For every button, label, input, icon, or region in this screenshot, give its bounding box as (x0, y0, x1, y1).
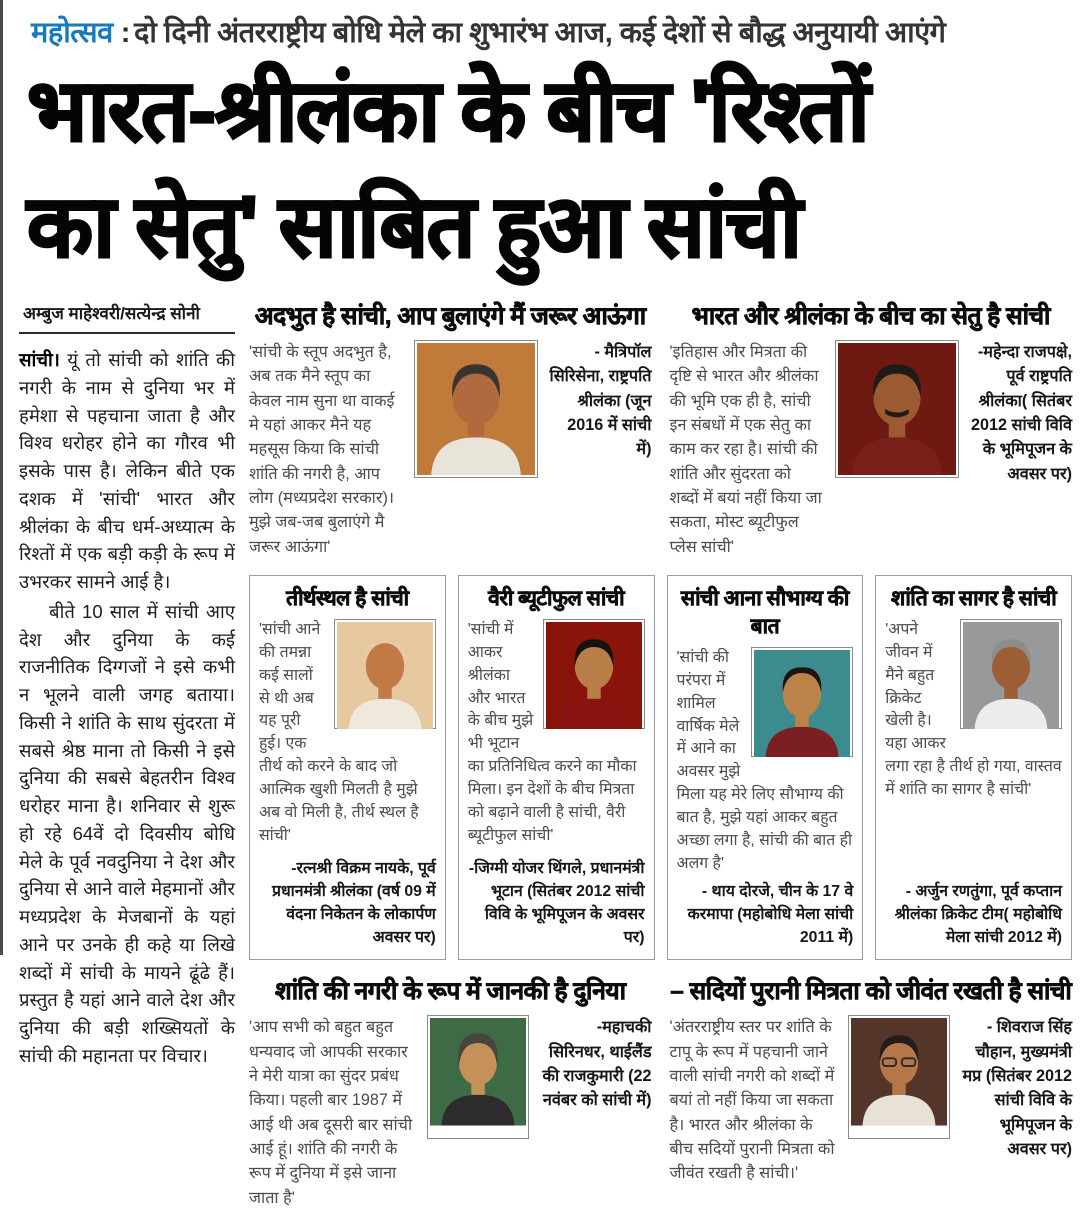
kicker-text: दो दिनी अंतरराष्ट्रीय बोधि मेले का शुभारंभ आज, कई देशों से बौद्ध अनुयायी आएंगे (133, 17, 946, 49)
box-attribution: - अर्जुन रणतुंगा, पूर्व कप्तान श्रीलंका क्रिकेट टीम( महोबोधि मेला सांची 2012 में) (894, 882, 1062, 946)
main-headline (27, 53, 1072, 285)
section-title: भारत और श्रीलंका के बीच का सेतु है सांची (691, 303, 1050, 331)
quote-box-dorje (667, 575, 864, 961)
quote-box-thinley (458, 575, 655, 961)
quote-section-sirisena (249, 299, 652, 559)
box-quote: 'सांची की परंपरा में शामिल वार्षिक मेले में आने का अवसर मुझे मिला यह मेरे लिए सौभाग्य की बात है, मुझे यहां आकर बहुत अच्छा लगा है, सांची की बात ही अलग है' (676, 648, 853, 872)
section-body (670, 1015, 1073, 1185)
section-title: अदभुत है सांची, आप बुलाएंगे मैं जरूर आऊंगा (254, 303, 646, 331)
portrait-image (754, 650, 850, 758)
quote-attribution: -महेन्दा राजपक्षे, पूर्व राष्ट्रपति श्रीलंका( सितंबर 2012 सांची विवि के भूमिपूजन के अवसर पर) (971, 343, 1072, 483)
quote-section-sirindhorn (249, 974, 652, 1209)
quote-text: 'अंतरराष्ट्रीय स्तर पर शांति के टापू के रूप में पहचानी जाने वाली सांची नगरी को शब्दों में बयां तो नहीं किया जा सकता है। भारत और श्रीलंका के बीच सदियों पुरानी मित्रता को जीवंत रखती है सांची।' (669, 1018, 835, 1183)
photo-mahinda-rajapaksa (835, 340, 959, 478)
photo-maithripala-sirisena (414, 340, 538, 478)
boxed-quote-row (249, 575, 1072, 961)
portrait-image (417, 343, 535, 475)
portrait-image (337, 622, 433, 730)
section-body (670, 340, 1073, 559)
box-attribution: - थाय दोरजे, चीन के 17 वे करमापा (महोबोधि मेला सांची 2011 में) (687, 882, 854, 946)
kicker-label: महोत्सव (31, 17, 113, 49)
section-title: शांति की नगरी के रूप में जानकी है दुनिया (275, 978, 626, 1006)
box-attribution: -जिग्मी योजर थिंगले, प्रधानमंत्री भूटान (सितंबर 2012 सांची विवि के भूमिपूजन के अवसर पर) (468, 859, 645, 946)
lead-paragraph-2: बीते 10 साल में सांची आए देश और दुनिया के कई राजनीतिक दिग्गजों ने इसे कभी न भूलने वाली जगह बताया। किसी ने शांति के साथ सुंदरता में सबसे श्रेष्ठ माना तो किसी ने इसे दुनिया की सबसे बेहतरीन विश्व धरोहर माना है। शनिवार से शुरू हो रहे 64वें दो दिवसीय बोधि मेले के पूर्व नवदुनिया ने देश और दुनिया से आने वाले मेहमानों और मध्यप्रदेश के मेजबानों के यहां आने पर उनके ही कहे या लिखे शब्दों में सांची के मायने ढूंढे हैं। प्रस्तुत है यहां आने वाले देश और दुनिया की बड़ी शख्सियतों के सांची की महानता पर विचार। (19, 600, 235, 1066)
box-quote: 'सांची आने की तमन्ना कई सालों से थी अब यह पूरी हुई। एक तीर्थ को करने के बाद जो आत्मिक खुशी मिलती है मुझे अब वो मिली है, तीर्थ स्थल है सांची' (259, 620, 419, 844)
quote-attribution: - शिवराज सिंह चौहान, मुख्यमंत्री मप्र (सितंबर 2012 सांची विवि के भूमिपूजन के अवसर पर) (962, 1018, 1072, 1158)
photo-thaye-dorje (751, 647, 853, 757)
quote-text: 'आप सभी को बहुत बहुत धन्यवाद जो आपकी सरकार ने मेरी यात्रा का सुंदर प्रबंध किया। पहली बार 1987 में आई थी अब दूसरी बार सांची आई हूं। शांति की नगरी के रूप में दुनिया में इसे जाना जाता है' (249, 1018, 413, 1207)
headline-line-2: का सेतु' साबित हुआ सांची (27, 179, 801, 276)
section-body (249, 1015, 652, 1209)
portrait-image (430, 1018, 526, 1126)
portrait-image (851, 1018, 947, 1126)
byline: अम्बुज माहेश्वरी/सत्येन्द्र सोनी (19, 299, 235, 334)
photo-arjuna-ranatunga (960, 619, 1062, 729)
kicker-line (31, 12, 1072, 51)
kicker-separator: : (120, 17, 130, 49)
box-title: शांति का सागर है सांची (891, 586, 1057, 610)
dateline: सांची। (19, 349, 60, 371)
photo-maha-chakri-sirindhorn (427, 1015, 529, 1139)
box-quote: 'अपने जीवन में मैने बहुत क्रिकेट खेली है। यहा आकर लगा रहा है तीर्थ हो गया, वास्तव में शांति का सागर है सांची' (885, 620, 1062, 799)
lead-column (19, 299, 235, 1210)
quote-section-chouhan (670, 974, 1073, 1209)
quote-box-ranatunga (875, 575, 1072, 961)
quote-attribution: -महाचकी सिरिनधर, थाईलैंड की राजकुमारी (22 नवंबर को सांची में) (542, 1018, 652, 1110)
lead-paragraph-1 (19, 346, 235, 596)
box-title: वैरी ब्यूटीफुल सांची (488, 586, 625, 610)
portrait-image (838, 343, 956, 475)
box-quote-text (259, 619, 436, 853)
box-quote-text (677, 647, 854, 876)
box-quote-text (885, 619, 1062, 876)
box-attribution: -रत्नश्री विक्रम नायके, पूर्व प्रधानमंत्री श्रीलंका (वर्ष 09 में वंदना निकेतन के लोकार्पण अवसर पर) (271, 859, 436, 946)
top-quote-row (249, 299, 1072, 559)
lead-body-text (19, 346, 235, 1070)
lead-paragraph-1-text: यूं तो सांची को शांति की नगरी के नाम से दुनिया भर में हमेशा से पहचाना जाता है और विश्व धरोहर होने का गौरव भी इसके पास है। लेकिन बीते एक दशक में 'सांची' भारत और श्रीलंका के बीच धर्म-अध्यात्म के रिश्तों में एक बड़ी कड़ी के रूप में उभरकर सामने आई है। (19, 349, 235, 593)
box-title: तीर्थस्थल है सांची (286, 586, 409, 610)
section-title: – सदियों पुरानी मित्रता को जीवंत रखती है सांची (670, 978, 1072, 1006)
photo-jigme-thinley (543, 619, 645, 729)
box-quote-text (468, 619, 645, 853)
portrait-image (963, 622, 1059, 730)
quote-box-wickremanayake (249, 575, 446, 961)
box-quote: 'सांची में आकर श्रीलंका और भारत के बीच मुझे भी भूटान का प्रतिनिधित्व करने का मौका मिला। इन देशों के बीच मित्रता को बढ़ाने वाली है सांची, वैरी ब्यूटीफुल सांची' (467, 620, 637, 844)
article-content (19, 299, 1072, 1210)
photo-shivraj-singh-chouhan (848, 1015, 950, 1139)
headline-line-1: भारत-श्रीलंका के बीच 'रिश्तों (27, 63, 868, 159)
quote-attribution: - मैत्रिपॉल सिरिसेना, राष्ट्रपति श्रीलंका (जून 2016 में सांची में) (549, 343, 652, 459)
quote-section-rajapaksa (670, 299, 1073, 559)
box-title: सांची आना सौभाग्य की बात (680, 586, 849, 638)
quotes-area (249, 299, 1072, 1210)
quote-text: 'सांची के स्तूप अदभुत है, अब तक मैने स्तूप का केवल नाम सुना था वाकई मे यहां आकर मैने यह महसूस किया कि सांची शांति की नगरी है, आप लोग (मध्यप्रदेश सरकार)। मुझे जब-जब बुलाएंगे मै जरूर आऊंगा' (249, 343, 395, 556)
section-body (249, 340, 652, 559)
photo-ratnasiri-wickremanayake (334, 619, 436, 729)
portrait-image (546, 622, 642, 730)
bottom-quote-row (249, 974, 1072, 1209)
quote-text: 'इतिहास और मित्रता की दृष्टि से भारत और श्रीलंका की भूमि एक ही है, सांची इन संबधों में एक सेतु का काम कर रहा है। सांची की शांति और सुंदरता को शब्दों में बयां नहीं किया जा सकता, मोस्ट ब्यूटीफुल प्लेस सांची' (669, 343, 822, 556)
